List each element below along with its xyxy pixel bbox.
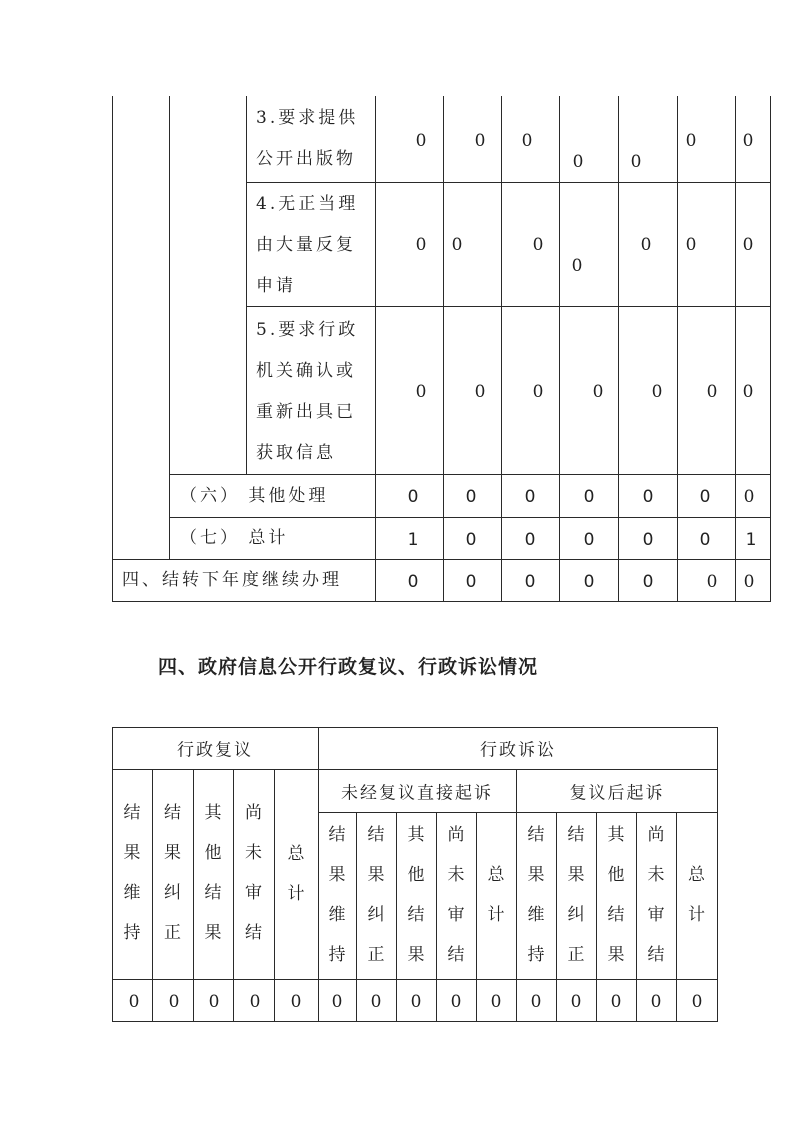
cell-value: 0 (742, 235, 754, 255)
cell-value: 0 (642, 530, 654, 550)
cell-value: 0 (524, 487, 536, 507)
cell-value: 0 (530, 992, 542, 1012)
cell-value: 0 (706, 572, 718, 592)
cell-value: 0 (699, 530, 711, 550)
cell-value: 0 (685, 235, 697, 255)
cell-value: 0 (571, 256, 583, 276)
cell-value: 0 (630, 152, 642, 172)
cell-value: 0 (642, 572, 654, 592)
cell-value: 0 (407, 572, 419, 592)
col-direct-corrected: 结 果 纠 正 (367, 825, 385, 965)
cell-value: 0 (640, 235, 652, 255)
cell-value: 0 (742, 131, 754, 151)
cell-value: 0 (742, 382, 754, 402)
cell-value: 0 (691, 992, 703, 1012)
cell-value: 1 (745, 530, 757, 550)
row-label-confirm-reissue: 5.要求行政 机关确认或 重新出具已 获取信息 (256, 320, 359, 463)
cell-value: 0 (474, 382, 486, 402)
cell-value: 0 (583, 530, 595, 550)
cell-value: 0 (572, 152, 584, 172)
col-after-corrected: 结 果 纠 正 (567, 825, 585, 965)
cell-value: 0 (450, 992, 462, 1012)
col-review-upheld: 结 果 维 持 (123, 803, 141, 943)
cell-value: 0 (465, 487, 477, 507)
col-after-other: 其 他 结 果 (607, 825, 625, 965)
header-suit-after-review: 复议后起诉 (569, 783, 665, 804)
cell-value: 0 (451, 235, 463, 255)
cell-value: 0 (290, 992, 302, 1012)
col-review-corrected: 结 果 纠 正 (164, 803, 181, 943)
col-review-other: 其 他 结 果 (204, 803, 222, 943)
row-label-publications: 3.要求提供 公开出版物 (256, 108, 359, 169)
cell-value: 0 (592, 382, 604, 402)
cell-value: 0 (465, 572, 477, 592)
cell-value: 0 (532, 235, 544, 255)
cell-value: 0 (524, 530, 536, 550)
cell-value: 0 (407, 487, 419, 507)
row-label-carry-over: 四、结转下年度继续办理 (122, 570, 342, 590)
cell-value: 0 (524, 572, 536, 592)
col-direct-upheld: 结 果 维 持 (328, 825, 346, 965)
header-admin-litigation: 行政诉讼 (480, 740, 556, 761)
col-after-pending: 尚 未 审 结 (647, 825, 665, 965)
cell-value: 0 (583, 572, 595, 592)
row-label-total: （七） 总计 (180, 528, 289, 548)
cell-value: 1 (407, 530, 419, 550)
cell-value: 0 (651, 382, 663, 402)
cell-value: 0 (570, 992, 582, 1012)
col-direct-total: 总 计 (487, 865, 505, 925)
col-review-total: 总 计 (287, 844, 305, 904)
row-label-repeated-requests: 4.无正当理 由大量反复 申请 (256, 194, 359, 296)
cell-value: 0 (699, 487, 711, 507)
cell-value: 0 (706, 382, 718, 402)
cell-value: 0 (465, 530, 477, 550)
cell-value: 0 (208, 992, 220, 1012)
cell-value: 0 (474, 131, 486, 151)
cell-value: 0 (490, 992, 502, 1012)
cell-value: 0 (521, 131, 533, 151)
cell-value: 0 (743, 487, 755, 507)
cell-value: 0 (249, 992, 261, 1012)
cell-value: 0 (168, 992, 180, 1012)
col-direct-other: 其 他 结 果 (407, 825, 425, 965)
cell-value: 0 (415, 382, 427, 402)
col-direct-pending: 尚 未 审 结 (447, 825, 465, 965)
cell-value: 0 (743, 572, 755, 592)
col-review-pending: 尚 未 审 结 (245, 803, 262, 943)
cell-value: 0 (685, 131, 697, 151)
cell-value: 0 (583, 487, 595, 507)
cell-value: 0 (610, 992, 622, 1012)
col-after-upheld: 结 果 维 持 (527, 825, 545, 965)
row-label-other-handling: （六） 其他处理 (180, 486, 329, 506)
cell-value: 0 (415, 235, 427, 255)
header-admin-review: 行政复议 (177, 740, 253, 761)
cell-value: 0 (370, 992, 382, 1012)
cell-value: 0 (128, 992, 140, 1012)
cell-value: 0 (642, 487, 654, 507)
cell-value: 0 (410, 992, 422, 1012)
col-after-total: 总 计 (688, 865, 705, 925)
section-heading: 四、政府信息公开行政复议、行政诉讼情况 (158, 656, 539, 678)
header-direct-suit: 未经复议直接起诉 (341, 783, 493, 804)
cell-value: 0 (415, 131, 427, 151)
cell-value: 0 (532, 382, 544, 402)
cell-value: 0 (650, 992, 662, 1012)
cell-value: 0 (331, 992, 343, 1012)
